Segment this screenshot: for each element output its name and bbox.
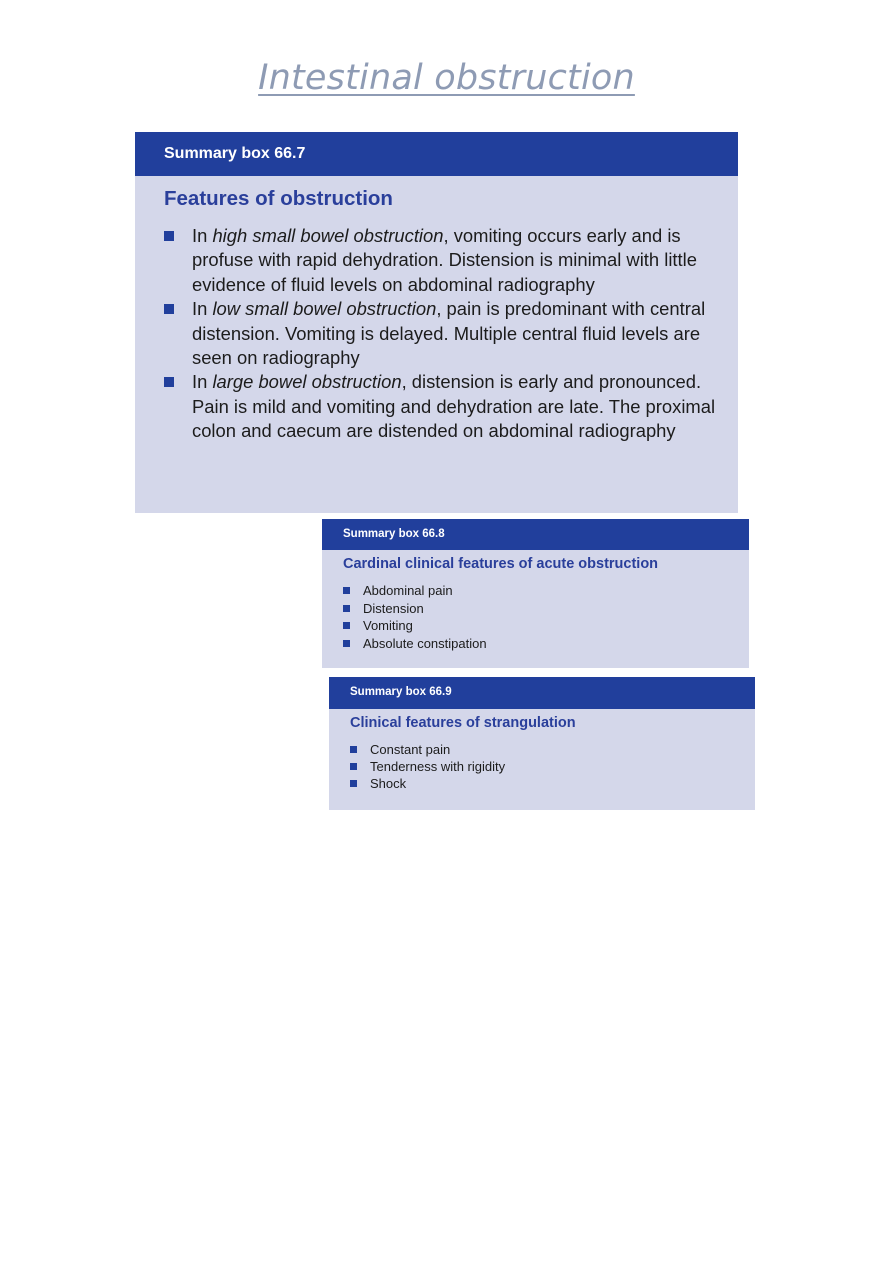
square-bullet-icon [350,780,357,787]
page-title: Intestinal obstruction [258,58,635,98]
emphasis-term: high small bowel obstruction [212,225,444,246]
square-bullet-icon [343,622,350,629]
summary-box-heading: Features of obstruction [164,187,393,210]
bullet-list [322,582,749,652]
list-item: In high small bowel obstruction, vomiting occurs early and is profuse with rapid dehydration. Distension is minimal with little evidence of fluid levels on abdominal radiography [164,224,720,297]
bullet-list [329,741,755,792]
square-bullet-icon [350,746,357,753]
summary-box-label: Summary box 66.7 [135,132,738,176]
square-bullet-icon [164,231,174,241]
emphasis-term: large bowel obstruction [212,371,402,393]
list-item: Vomiting [343,617,749,635]
list-item: Shock [350,775,755,792]
summary-box-66-8 [322,519,749,668]
summary-box-label: Summary box 66.8 [322,519,749,550]
list-item: Absolute constipation [343,635,749,653]
square-bullet-icon [343,587,350,594]
summary-box-66-7 [135,132,738,513]
square-bullet-icon [164,377,174,387]
summary-box-label: Summary box 66.9 [329,677,755,709]
bullet-list [135,224,738,444]
list-item: Abdominal pain [343,582,749,600]
square-bullet-icon [343,640,350,647]
list-item: In large bowel obstruction, distension is early and pronounced. Pain is mild and vomiting and dehydration are late. The proximal colon and caecum are distended on abdominal radiography [164,370,720,443]
emphasis-term: low small bowel obstruction [212,298,437,320]
list-item: Tenderness with rigidity [350,758,755,775]
square-bullet-icon [343,605,350,612]
list-item: Distension [343,600,749,618]
summary-box-heading: Clinical features of strangulation [350,715,576,731]
list-item: Constant pain [350,741,755,758]
summary-box-66-9 [329,677,755,810]
summary-box-heading: Cardinal clinical features of acute obstruction [343,556,659,572]
square-bullet-icon [350,763,357,770]
list-item: In low small bowel obstruction, pain is predominant with central distension. Vomiting is delayed. Multiple central fluid levels are seen on radiography [164,297,720,370]
square-bullet-icon [164,304,174,314]
